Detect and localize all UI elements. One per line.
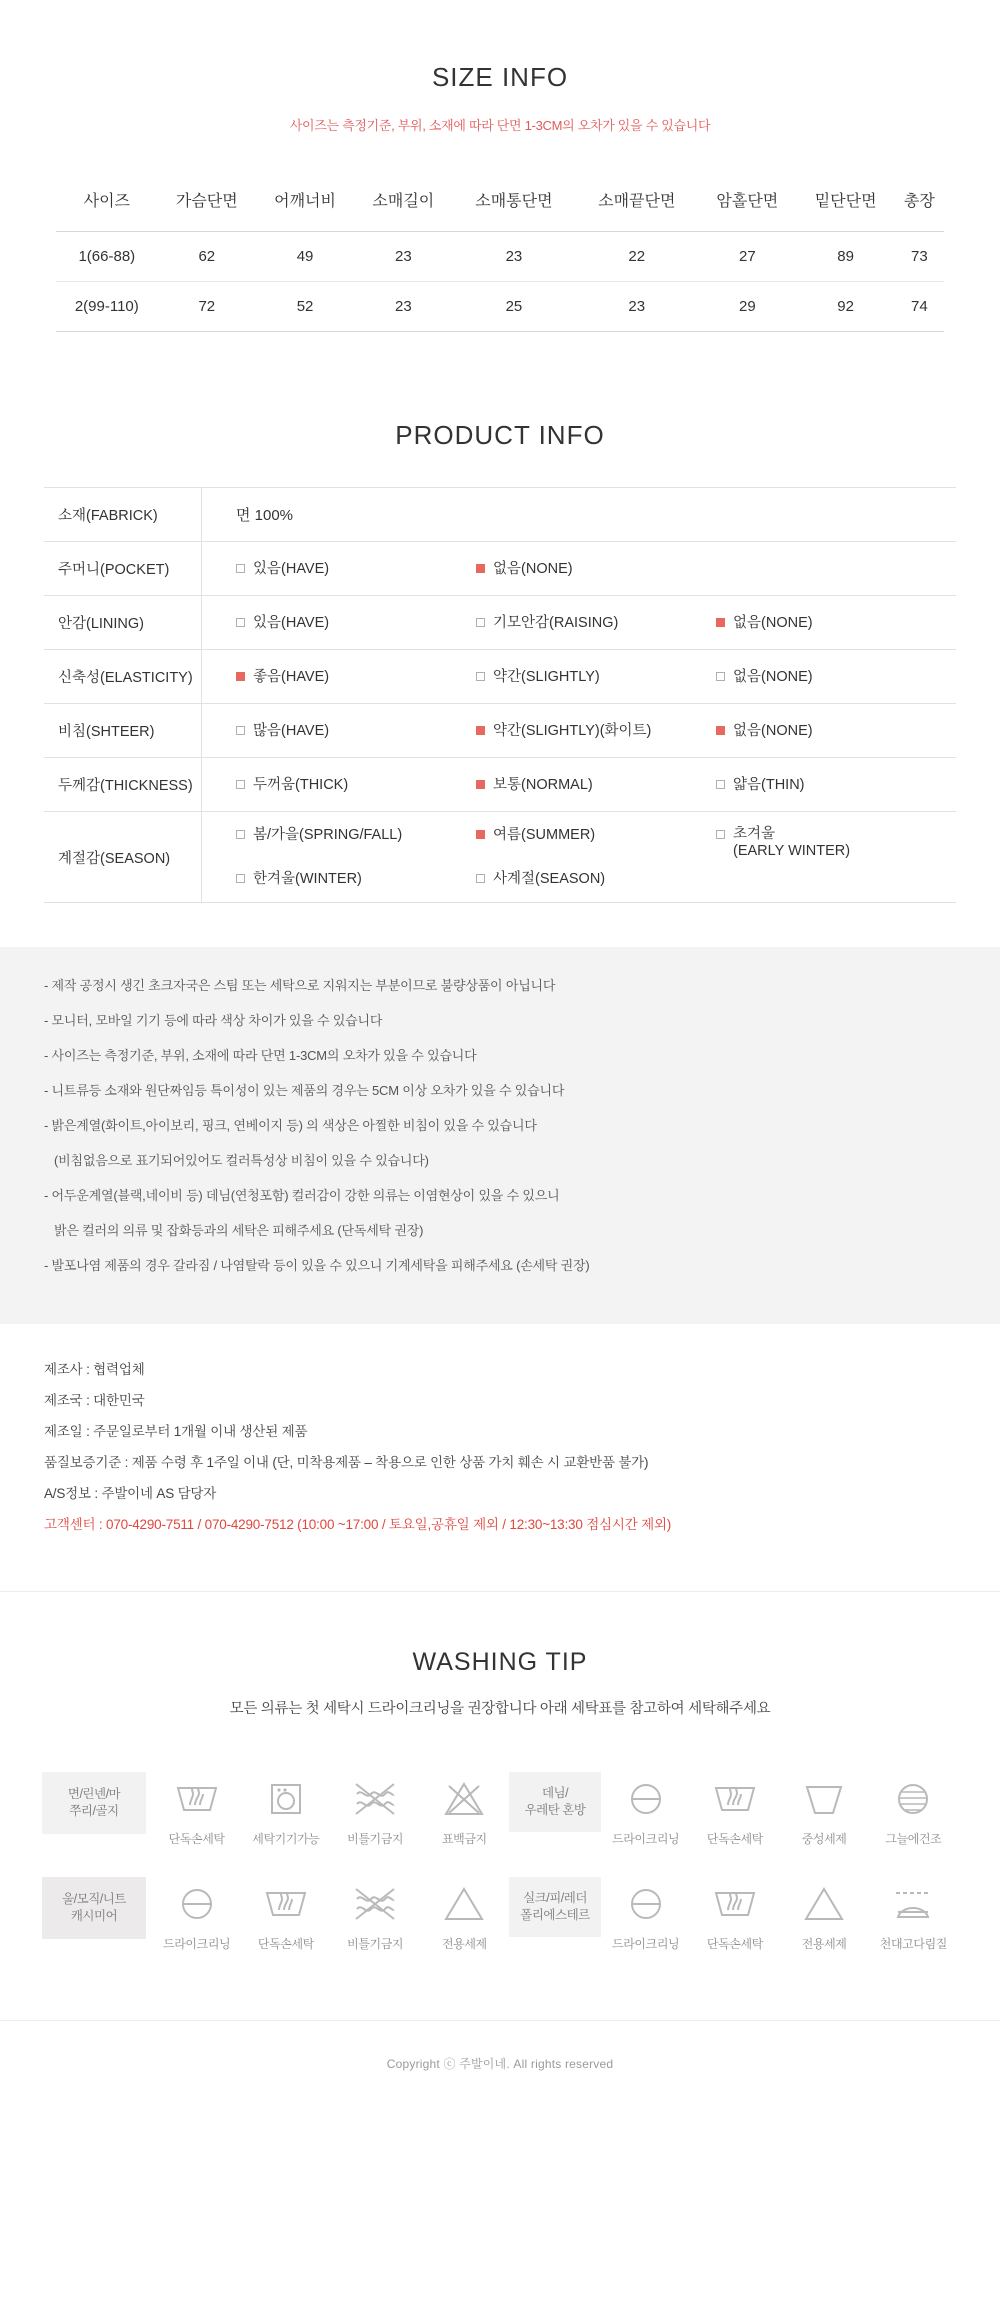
product-option[interactable] <box>716 614 956 632</box>
washing-item-caption: 단독손세탁 <box>706 1937 763 1951</box>
product-info-table <box>44 487 956 903</box>
washing-item <box>420 1877 509 1952</box>
washing-item-caption: 전용세제 <box>801 1937 847 1951</box>
product-option[interactable] <box>236 668 476 686</box>
size-table-cell: 92 <box>837 298 854 315</box>
size-table-header-cell: 밑단단면 <box>796 172 894 232</box>
washing-item <box>509 1877 601 1952</box>
product-option[interactable] <box>236 560 476 578</box>
washing-item-caption: 단독손세탁 <box>257 1937 314 1951</box>
neutral-detergent-icon <box>780 1772 869 1824</box>
washing-item <box>331 1772 420 1847</box>
size-table-header-cell: 어깨너비 <box>256 172 354 232</box>
no-bleach-icon <box>420 1772 509 1824</box>
size-info-subtitle: 사이즈는 측정기준, 부위, 소재에 따라 단면 1-3CM의 오차가 있을 수 있습니다 <box>289 118 711 133</box>
checkbox-checked-icon[interactable] <box>476 564 485 573</box>
notice-line: 밝은 컬러의 의류 및 잡화등과의 세탁은 피해주세요 (단독세탁 권장) <box>54 1223 424 1238</box>
product-info-row <box>44 650 956 704</box>
washing-item <box>420 1772 509 1847</box>
washing-item-caption: 드라이크리닝 <box>612 1937 680 1951</box>
washing-row <box>42 1758 958 1863</box>
product-option[interactable] <box>716 668 956 686</box>
size-table-cell: 74 <box>911 298 928 315</box>
product-option-label: 없음(NONE) <box>733 614 813 631</box>
washing-tip-title: WASHING TIP <box>412 1648 588 1676</box>
washing-item-caption: 중성세제 <box>801 1832 847 1846</box>
size-table-cell: 22 <box>628 248 646 265</box>
product-option-label: 봄/가을(SPRING/FALL) <box>253 827 403 843</box>
product-option[interactable] <box>236 776 476 794</box>
product-option[interactable] <box>476 722 716 740</box>
product-option[interactable] <box>236 826 476 860</box>
washing-item-caption: 전용세제 <box>441 1937 487 1951</box>
product-option-label: 없음(NONE) <box>733 722 813 739</box>
product-option-label: 기모안감(RAISING) <box>493 614 619 631</box>
flat-dry-icon <box>869 1877 958 1929</box>
washing-category-label: 실크/피/레더 폴리에스테르 <box>509 1877 601 1937</box>
checkbox-icon[interactable] <box>236 780 245 789</box>
maker-line: 제조국 : 대한민국 <box>44 1393 145 1408</box>
notice-line: - 밝은계열(화이트,아이보리, 핑크, 연베이지 등) 의 색상은 아찔한 비침이 있을 수 있습니다 <box>44 1118 537 1133</box>
checkbox-checked-icon[interactable] <box>476 726 485 735</box>
product-option-label: 없음(NONE) <box>493 560 573 577</box>
product-option-label: 없음(NONE) <box>733 668 813 685</box>
dry-clean-icon <box>601 1877 690 1929</box>
footer-copyright: Copyright ⓒ 주발이네. All rights reserved <box>0 2020 1000 2102</box>
no-wring-icon <box>331 1772 420 1824</box>
size-table <box>56 172 944 332</box>
checkbox-checked-icon[interactable] <box>476 830 485 839</box>
product-option-label: 여름(SUMMER) <box>493 827 596 843</box>
washing-item-caption: 단독손세탁 <box>168 1832 225 1846</box>
washing-item <box>241 1772 330 1847</box>
checkbox-icon[interactable] <box>716 672 725 681</box>
washing-item <box>780 1772 869 1847</box>
checkbox-icon[interactable] <box>716 830 725 839</box>
product-info-value <box>202 704 957 758</box>
maker-line: 제조사 : 협력업체 <box>44 1362 145 1377</box>
product-info-row <box>44 704 956 758</box>
product-option-label: 좋음(HAVE) <box>253 668 330 685</box>
product-info-label: 두께감(THICKNESS) <box>44 758 202 812</box>
product-info-label: 소재(FABRICK) <box>44 488 202 542</box>
washing-item-caption: 그늘에건조 <box>885 1832 942 1846</box>
washing-tip-subtitle: 모든 의류는 첫 세탁시 드라이크리닝을 권장합니다 아래 세탁표를 참고하여 세탁해주세요 <box>229 1701 771 1717</box>
size-table-cell: 23 <box>395 248 412 265</box>
hand-wash-icon <box>241 1877 330 1929</box>
checkbox-icon[interactable] <box>236 564 245 573</box>
product-option-label: 두꺼움(THICK) <box>253 776 349 793</box>
checkbox-checked-icon[interactable] <box>716 726 725 735</box>
product-info-value <box>202 488 957 542</box>
size-table-cell: 62 <box>198 248 216 265</box>
product-info-row <box>44 758 956 812</box>
size-table-cell: 1(66-88) <box>78 248 136 265</box>
notice-box <box>0 947 1000 1324</box>
product-option[interactable] <box>716 826 956 860</box>
washing-item <box>869 1772 958 1847</box>
product-option-label: 보통(NORMAL) <box>493 776 593 793</box>
notice-line: (비침없음으로 표기되어있어도 컬러특성상 비침이 있을 수 있습니다) <box>54 1153 429 1168</box>
notice-line: - 제작 공정시 생긴 초크자국은 스팀 또는 세탁으로 지워지는 부분이므로 불량상품이 아닙니다 <box>44 978 556 993</box>
product-option[interactable] <box>236 722 476 740</box>
size-table-cell: 25 <box>505 298 523 315</box>
notice-line: - 어두운계열(블랙,네이비 등) 데님(연청포함) 컬러감이 강한 의류는 이염현상이 있을 수 있으니 <box>44 1188 560 1203</box>
maker-line: 품질보증기준 : 제품 수령 후 1주일 이내 (단, 미착용제품 – 착용으로 인한 상품 가치 훼손 시 교환반품 불가) <box>44 1455 649 1470</box>
product-option-label: 있음(HAVE) <box>253 614 330 631</box>
washing-item-caption: 천대고다림질 <box>879 1937 947 1951</box>
maker-line: A/S정보 : 주발이네 AS 담당자 <box>44 1486 217 1501</box>
product-info-label: 계절감(SEASON) <box>44 812 202 903</box>
product-info-title: PRODUCT INFO <box>395 420 605 450</box>
washing-item <box>601 1772 690 1847</box>
notice-line: - 발포나염 제품의 경우 갈라짐 / 나염탈락 등이 있을 수 있으니 기계세탁을 피해주세요 (손세탁 권장) <box>44 1258 590 1273</box>
product-option-label: 약간(SLIGHTLY) <box>493 668 600 685</box>
notice-line: - 니트류등 소재와 원단짜임등 특이성이 있는 제품의 경우는 5CM 이상 오차가 있을 수 있습니다 <box>44 1083 565 1098</box>
product-option[interactable] <box>236 870 476 888</box>
size-table-cell: 23 <box>395 298 412 315</box>
product-info-value <box>202 812 957 903</box>
hand-wash-icon <box>690 1772 779 1824</box>
checkbox-checked-icon[interactable] <box>236 672 245 681</box>
notice-line: - 사이즈는 측정기준, 부위, 소재에 따라 단면 1-3CM의 오차가 있을 수 있습니다 <box>44 1048 477 1063</box>
product-info-row <box>44 542 956 596</box>
notice-line: - 모니터, 모바일 기기 등에 따라 색상 차이가 있을 수 있습니다 <box>44 1013 383 1028</box>
size-table-cell: 73 <box>911 248 928 265</box>
washing-item-caption: 드라이크리닝 <box>163 1937 231 1951</box>
size-table-header-cell: 총장 <box>895 172 944 232</box>
checkbox-icon[interactable] <box>236 726 245 735</box>
product-option-label: 많음(HAVE) <box>253 722 330 739</box>
product-option-label: 사계절(SEASON) <box>493 871 606 887</box>
product-option-label: 약간(SLIGHTLY)(화이트) <box>493 722 652 739</box>
customer-center-line: 고객센터 : 070-4290-7511 / 070-4290-7512 (10:00 ~17:00 / 토요일,공휴일 제외 / 12:30~13:30 점심시간 제외) <box>44 1517 672 1532</box>
product-info-label: 주머니(POCKET) <box>44 542 202 596</box>
maker-line: 제조일 : 주문일로부터 1개월 이내 생산된 제품 <box>44 1424 308 1439</box>
product-info-label: 안감(LINING) <box>44 596 202 650</box>
product-option[interactable] <box>476 668 716 686</box>
size-table-header-cell: 소매길이 <box>354 172 452 232</box>
washing-tip-section <box>0 1591 1000 1968</box>
checkbox-icon[interactable] <box>476 618 485 627</box>
size-table-header-cell: 소매끝단면 <box>575 172 698 232</box>
product-info-label: 비침(SHTEER) <box>44 704 202 758</box>
washing-item <box>780 1877 869 1952</box>
washing-item <box>690 1772 779 1847</box>
product-option-label: 한겨울(WINTER) <box>253 871 362 887</box>
washing-item <box>601 1877 690 1952</box>
size-table-header-cell: 가슴단면 <box>158 172 256 232</box>
washing-item-caption: 드라이크리닝 <box>612 1832 680 1846</box>
checkbox-checked-icon[interactable] <box>476 780 485 789</box>
fabric-value: 면 100% <box>236 507 294 524</box>
size-table-cell: 23 <box>628 298 646 315</box>
product-option-label: 초겨울 (EARLY WINTER) <box>733 826 851 859</box>
product-option[interactable] <box>476 560 716 578</box>
washing-category-label: 데님/ 우레탄 혼방 <box>509 1772 601 1832</box>
size-table-header-cell: 암홀단면 <box>698 172 796 232</box>
washing-item-caption: 표백금지 <box>441 1832 487 1846</box>
product-info-value <box>202 758 957 812</box>
washing-item <box>690 1877 779 1952</box>
washing-item-caption: 비틀기금지 <box>347 1937 404 1951</box>
product-info-section <box>0 332 1000 903</box>
product-option[interactable] <box>476 870 716 888</box>
checkbox-icon[interactable] <box>476 874 485 883</box>
table-row <box>56 232 944 282</box>
washing-category-label: 면/린넨/마 쭈리/골지 <box>42 1772 146 1834</box>
size-table-cell: 27 <box>739 248 756 265</box>
washing-item <box>241 1877 330 1952</box>
product-option[interactable] <box>236 614 476 632</box>
size-table-cell: 2(99-110) <box>74 298 139 315</box>
size-table-cell: 52 <box>296 298 314 315</box>
washing-item-caption: 비틀기금지 <box>347 1832 404 1846</box>
product-option[interactable] <box>716 776 956 794</box>
size-table-header-row <box>56 172 944 232</box>
machine-wash-icon <box>241 1772 330 1824</box>
size-table-header-cell: 소매통단면 <box>452 172 575 232</box>
dry-clean-icon <box>152 1877 241 1929</box>
shade-dry-icon <box>869 1772 958 1824</box>
product-info-row-season <box>44 812 956 903</box>
size-table-header-cell: 사이즈 <box>56 172 158 232</box>
washing-item <box>331 1877 420 1952</box>
size-info-title: SIZE INFO <box>431 62 569 92</box>
checkbox-icon[interactable] <box>476 672 485 681</box>
product-info-label: 신축성(ELASTICITY) <box>44 650 202 704</box>
washing-item <box>869 1877 958 1952</box>
product-option[interactable] <box>476 776 716 794</box>
table-row <box>56 282 944 332</box>
product-info-value <box>202 542 957 596</box>
product-info-row <box>44 596 956 650</box>
checkbox-icon[interactable] <box>236 618 245 627</box>
washing-category-label: 울/모직/니트 캐시미어 <box>42 1877 146 1939</box>
special-detergent-icon <box>780 1877 869 1929</box>
size-info-section <box>0 0 1000 332</box>
product-info-row <box>44 488 956 542</box>
product-option-label: 얇음(THIN) <box>733 776 805 793</box>
size-table-cell: 72 <box>198 298 216 315</box>
product-info-value <box>202 596 957 650</box>
product-option[interactable] <box>716 722 956 740</box>
product-option[interactable] <box>476 826 716 860</box>
special-detergent-icon <box>420 1877 509 1929</box>
washing-item-caption: 세탁기기가능 <box>252 1832 320 1846</box>
product-option[interactable] <box>476 614 716 632</box>
washing-item-caption: 단독손세탁 <box>706 1832 763 1846</box>
size-table-cell: 29 <box>739 298 756 315</box>
no-wring-icon <box>331 1877 420 1929</box>
checkbox-icon[interactable] <box>236 874 245 883</box>
size-table-cell: 49 <box>296 248 314 265</box>
product-info-value <box>202 650 957 704</box>
product-option-label: 있음(HAVE) <box>253 560 330 577</box>
checkbox-icon[interactable] <box>236 830 245 839</box>
washing-item <box>509 1772 601 1847</box>
washing-row <box>42 1863 958 1968</box>
maker-info <box>44 1358 956 1533</box>
size-table-cell: 89 <box>837 248 854 265</box>
hand-wash-icon <box>690 1877 779 1929</box>
washing-item <box>152 1772 241 1847</box>
dry-clean-icon <box>601 1772 690 1824</box>
checkbox-checked-icon[interactable] <box>716 618 725 627</box>
checkbox-icon[interactable] <box>716 780 725 789</box>
size-table-cell: 23 <box>505 248 523 265</box>
washing-item <box>152 1877 241 1952</box>
hand-wash-icon <box>152 1772 241 1824</box>
